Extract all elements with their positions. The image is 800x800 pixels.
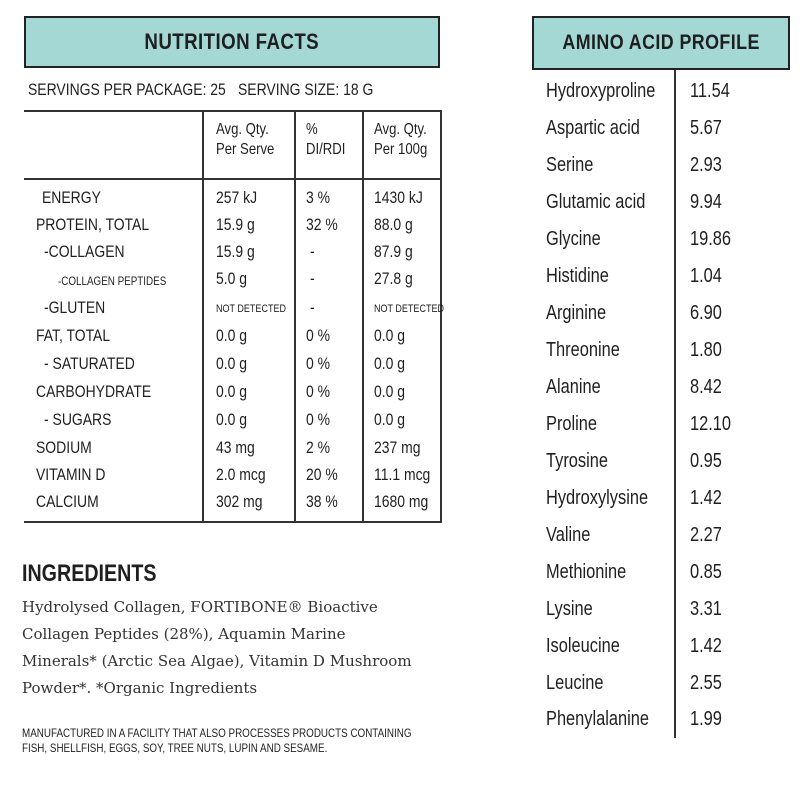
nutrient-label: -COLLAGEN	[44, 242, 125, 261]
per-serve-value: 0.0 g	[216, 382, 248, 401]
per-100g-value: 0.0 g	[374, 354, 406, 373]
nutrient-label: -GLUTEN	[44, 298, 106, 317]
table-bottom-rule	[24, 521, 442, 523]
di-value: 38 %	[306, 492, 338, 511]
ingredients-title: INGREDIENTS	[22, 560, 157, 587]
amino-value: 19.86	[690, 228, 732, 250]
amino-row	[546, 631, 786, 668]
header-per-100g: Avg. Qty. Per 100g	[374, 121, 428, 158]
nutrient-label: CARBOHYDRATE	[36, 382, 152, 401]
nutrient-label: ENERGY	[42, 188, 101, 207]
amino-value: 8.42	[690, 376, 722, 398]
di-value: 3 %	[306, 188, 331, 207]
nutrition-row-saturated	[0, 352, 440, 379]
ingredients-line: Hydrolysed Collagen, FORTIBONE® Bioactive	[22, 598, 378, 616]
amino-row	[546, 520, 786, 557]
amino-row	[546, 668, 786, 705]
per-serve-value: 0.0 g	[216, 326, 248, 345]
amino-name: Leucine	[546, 672, 604, 694]
amino-row	[546, 704, 786, 741]
table-top-rule	[24, 110, 442, 112]
amino-value: 12.10	[690, 413, 732, 435]
amino-row	[546, 76, 786, 113]
amino-name: Glycine	[546, 228, 601, 250]
amino-value: 1.42	[690, 487, 722, 509]
amino-name: Alanine	[546, 376, 601, 398]
allergen-disclaimer	[22, 726, 497, 756]
servings-per-package: SERVINGS PER PACKAGE: 25	[28, 80, 226, 99]
amino-name: Aspartic acid	[546, 117, 640, 139]
per-serve-value: 0.0 g	[216, 354, 248, 373]
nutrient-label: - SATURATED	[44, 354, 135, 373]
nutrition-row-sugars	[0, 408, 440, 435]
nutrition-row-collagen	[0, 240, 440, 267]
per-100g-value: 11.1 mcg	[374, 465, 431, 484]
di-value: 20 %	[306, 465, 338, 484]
amino-value: 2.27	[690, 524, 722, 546]
per-100g-value: 0.0 g	[374, 382, 406, 401]
amino-name: Phenylalanine	[546, 708, 650, 730]
nutrient-label: FAT, TOTAL	[36, 326, 111, 345]
per-serve-value: 0.0 g	[216, 410, 248, 429]
nutrition-row-carbohydrate	[0, 380, 440, 407]
amino-name: Lysine	[546, 598, 593, 620]
per-100g-value: 0.0 g	[374, 410, 406, 429]
amino-value: 6.90	[690, 302, 722, 324]
amino-name: Histidine	[546, 265, 609, 287]
nutrient-label: CALCIUM	[36, 492, 99, 511]
amino-name: Methionine	[546, 561, 627, 583]
nutrition-row-calcium	[0, 490, 440, 517]
amino-value: 0.95	[690, 450, 722, 472]
amino-row	[546, 150, 786, 187]
serving-info	[28, 80, 374, 100]
di-value: 0 %	[306, 326, 331, 345]
amino-name: Proline	[546, 413, 598, 435]
per-serve-value: NOT DETECTED	[216, 303, 286, 315]
amino-value: 3.31	[690, 598, 722, 620]
amino-row	[546, 187, 786, 224]
disclaimer-line: MANUFACTURED IN A FACILITY THAT ALSO PROCESSES PRODUCTS CONTAINING	[22, 726, 412, 740]
di-value: 0 %	[306, 410, 331, 429]
per-100g-value: 87.9 g	[374, 242, 413, 261]
amino-name: Serine	[546, 154, 594, 176]
amino-acid-profile-title: AMINO ACID PROFILE	[562, 31, 760, 54]
di-value: 0 %	[306, 382, 331, 401]
per-serve-value: 5.0 g	[216, 269, 248, 288]
per-serve-value: 302 mg	[216, 492, 263, 511]
per-100g-value: 1680 mg	[374, 492, 429, 511]
per-serve-value: 257 kJ	[216, 188, 258, 207]
table-header-rule	[24, 178, 442, 180]
per-100g-value: 27.8 g	[374, 269, 413, 288]
header-di-rdi: % DI/RDI	[306, 121, 346, 158]
di-value: -	[310, 269, 315, 288]
amino-row	[546, 335, 786, 372]
amino-row	[546, 372, 786, 409]
di-value: 32 %	[306, 215, 338, 234]
nutrition-row-vitamin-d	[0, 463, 440, 490]
amino-name: Hydroxylysine	[546, 487, 649, 509]
amino-row	[546, 483, 786, 520]
nutrition-row-collagen-peptides	[0, 267, 440, 294]
nutrient-label: VITAMIN D	[36, 465, 106, 484]
per-100g-value: 1430 kJ	[374, 188, 423, 207]
column-divider	[440, 110, 442, 522]
di-value: -	[310, 242, 315, 261]
amino-name: Tyrosine	[546, 450, 608, 472]
amino-row	[546, 261, 786, 298]
nutrition-facts-title: NUTRITION FACTS	[144, 29, 320, 54]
amino-value: 9.94	[690, 191, 722, 213]
amino-value: 2.93	[690, 154, 722, 176]
amino-row	[546, 409, 786, 446]
per-serve-value: 43 mg	[216, 438, 255, 457]
per-serve-value: 2.0 mcg	[216, 465, 266, 484]
amino-row	[546, 446, 786, 483]
amino-row	[546, 224, 786, 261]
amino-name: Hydroxyproline	[546, 80, 656, 102]
amino-row	[546, 113, 786, 150]
nutrition-facts-header	[24, 16, 440, 68]
nutrition-row-fat	[0, 324, 440, 351]
nutrient-label: PROTEIN, TOTAL	[36, 215, 150, 234]
amino-value: 1.80	[690, 339, 722, 361]
amino-name: Threonine	[546, 339, 620, 361]
amino-acid-profile-header	[532, 16, 790, 70]
nutrition-row-sodium	[0, 436, 440, 463]
nutrient-label: -COLLAGEN PEPTIDES	[58, 274, 167, 288]
nutrition-row-energy	[0, 186, 440, 213]
ingredients-line: Minerals* (Arctic Sea Algae), Vitamin D Mushroom	[22, 652, 412, 670]
amino-row	[546, 594, 786, 631]
per-100g-value: NOT DETECTED	[374, 303, 444, 315]
amino-row	[546, 298, 786, 335]
di-value: 2 %	[306, 438, 331, 457]
amino-value: 0.85	[690, 561, 722, 583]
amino-name: Arginine	[546, 302, 607, 324]
ingredients-line: Collagen Peptides (28%), Aquamin Marine	[22, 625, 346, 643]
per-100g-value: 237 mg	[374, 438, 421, 457]
amino-name: Valine	[546, 524, 591, 546]
amino-name: Isoleucine	[546, 635, 620, 657]
ingredients-line: Powder*. *Organic Ingredients	[22, 679, 258, 697]
amino-row	[546, 557, 786, 594]
per-100g-value: 88.0 g	[374, 215, 413, 234]
header-per-serve: Avg. Qty. Per Serve	[216, 121, 275, 158]
di-value: -	[310, 298, 315, 317]
amino-value: 11.54	[690, 80, 730, 102]
serving-size: SERVING SIZE: 18 G	[238, 80, 374, 99]
ingredients-text	[22, 594, 462, 702]
nutrition-row-gluten	[0, 296, 444, 323]
amino-value: 1.99	[690, 708, 722, 730]
amino-value: 1.04	[690, 265, 722, 287]
per-serve-value: 15.9 g	[216, 215, 255, 234]
amino-name: Glutamic acid	[546, 191, 646, 213]
amino-value: 5.67	[690, 117, 722, 139]
nutrition-row-protein	[0, 213, 440, 240]
di-value: 0 %	[306, 354, 331, 373]
nutrient-label: - SUGARS	[44, 410, 112, 429]
disclaimer-line: FISH, SHELLFISH, EGGS, SOY, TREE NUTS, LUPIN AND SESAME.	[22, 741, 328, 755]
per-100g-value: 0.0 g	[374, 326, 406, 345]
nutrient-label: SODIUM	[36, 438, 92, 457]
amino-value: 1.42	[690, 635, 722, 657]
amino-value: 2.55	[690, 672, 722, 694]
per-serve-value: 15.9 g	[216, 242, 255, 261]
